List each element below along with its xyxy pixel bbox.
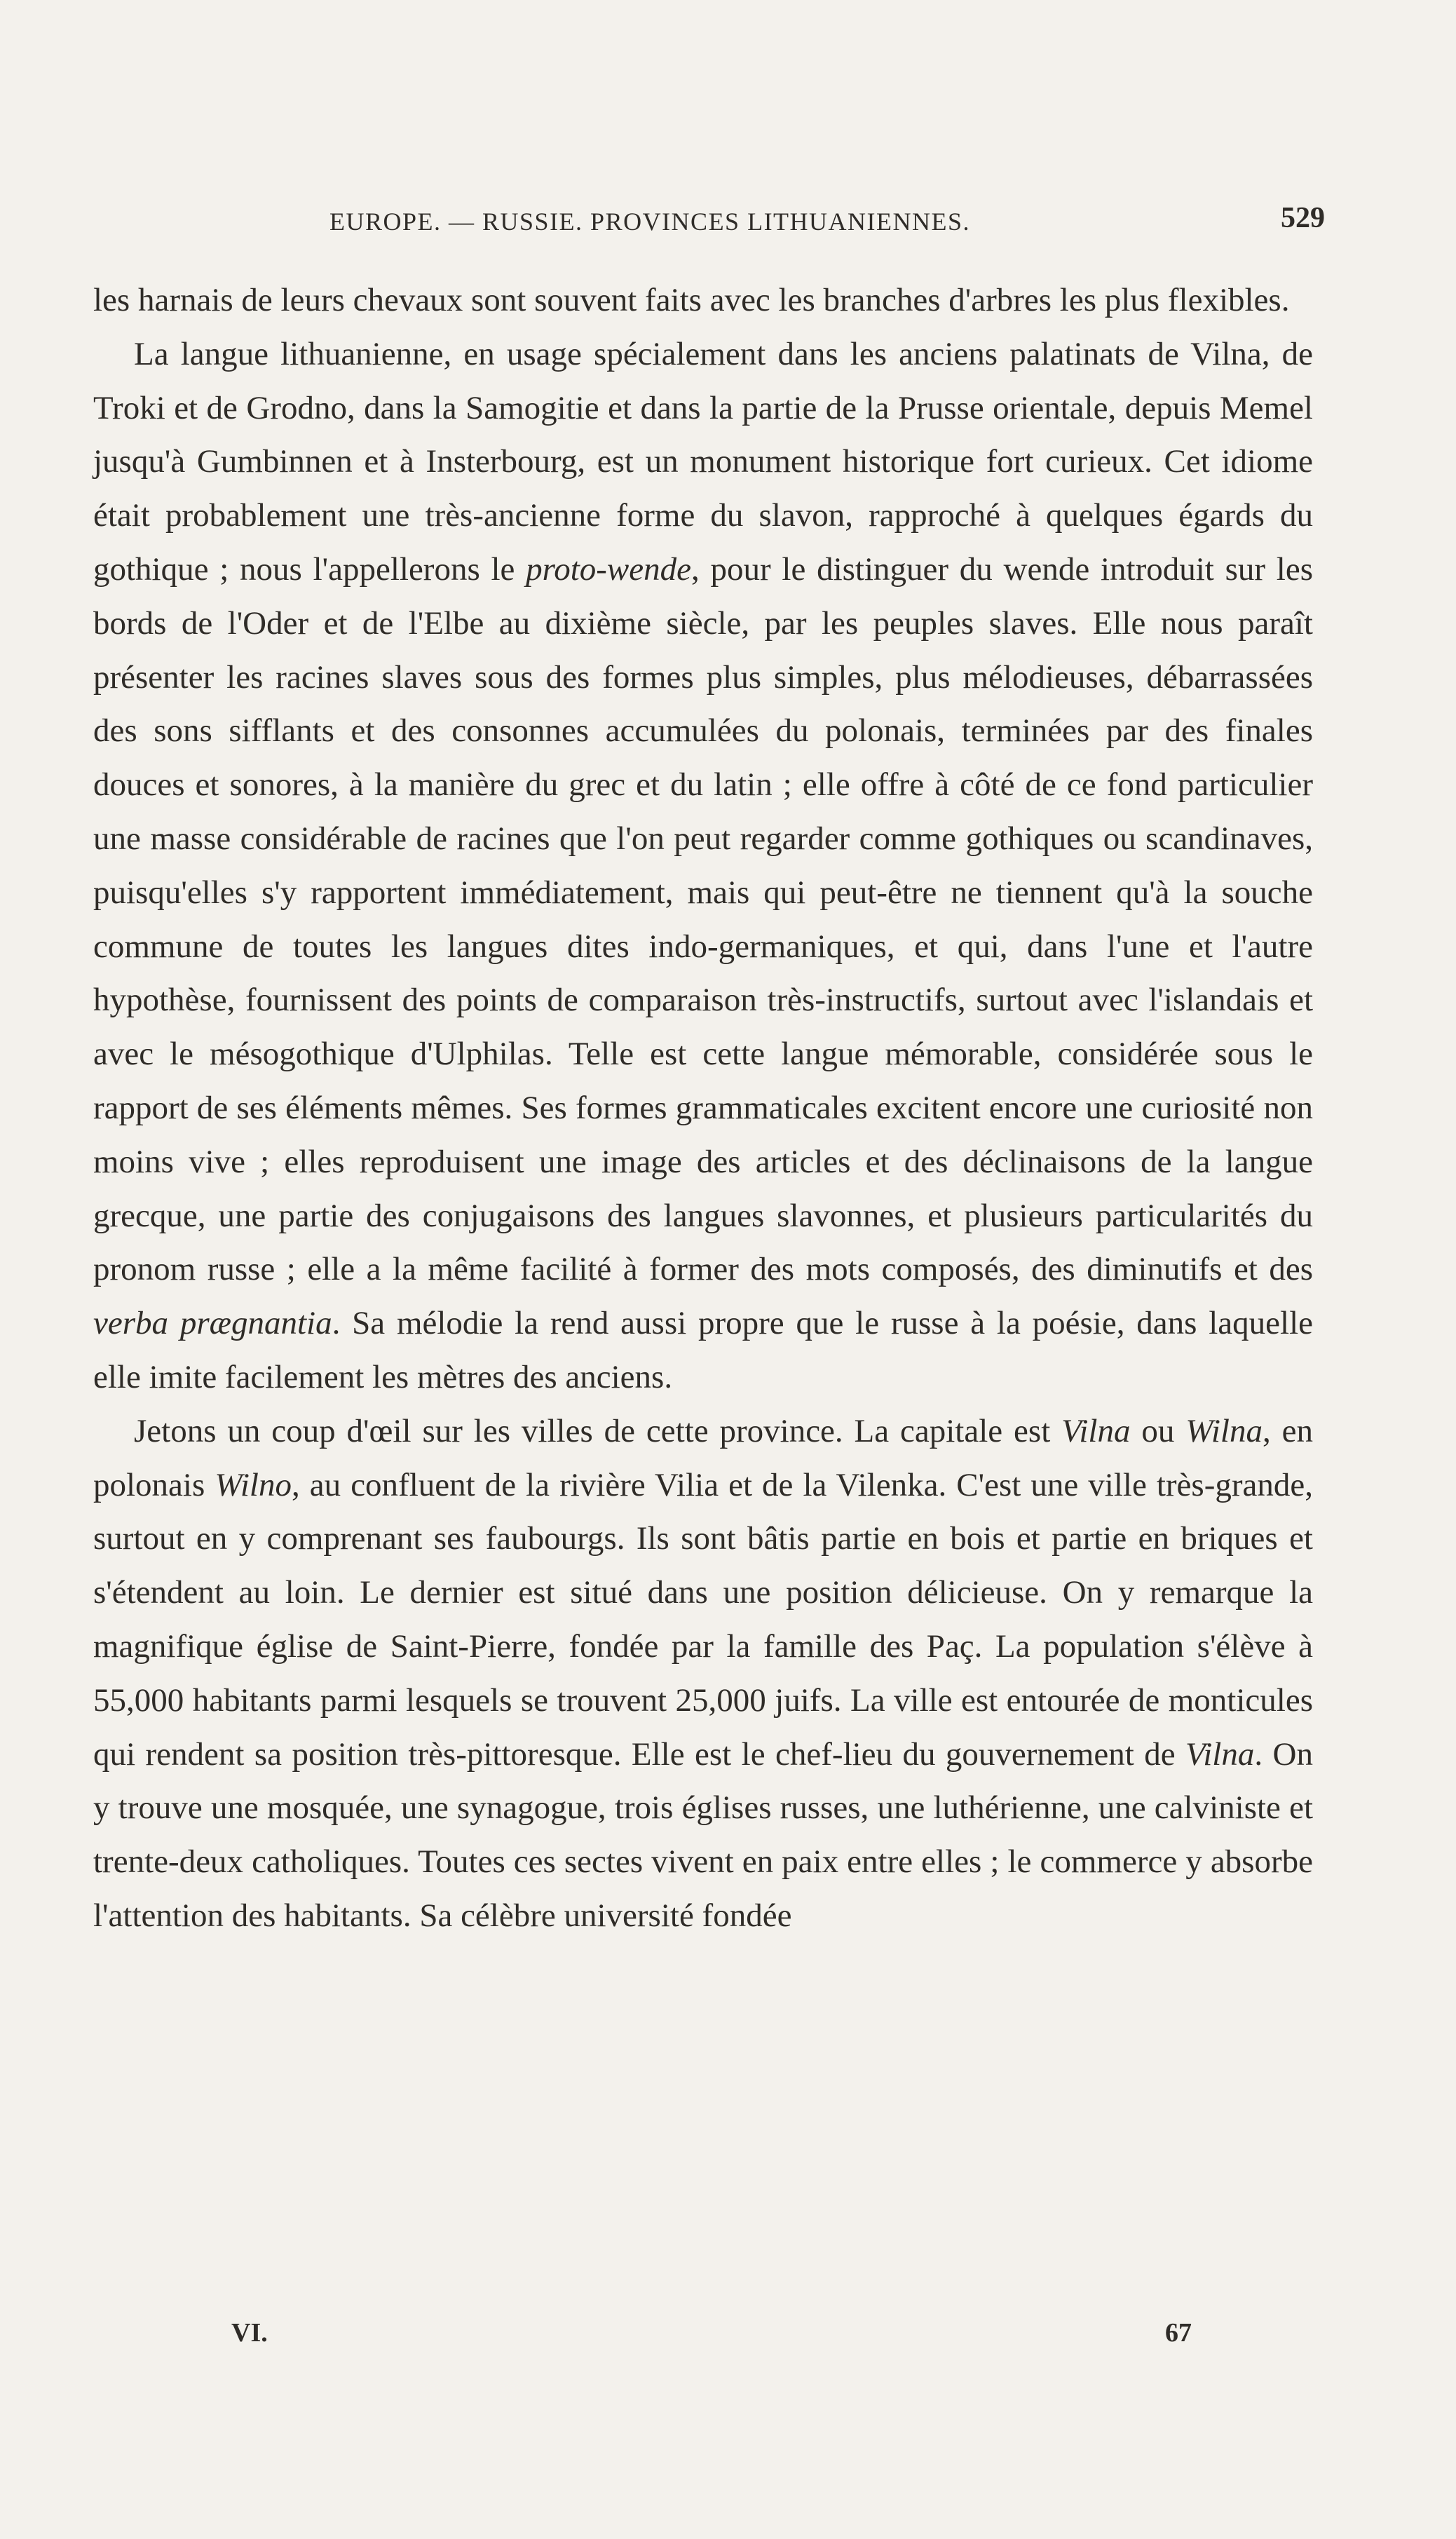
running-head (98, 202, 1332, 249)
body-text (93, 273, 1313, 1943)
italic-term: verba prægnantia (93, 1305, 332, 1342)
signature-mark: VI. (231, 2318, 268, 2348)
paragraph (93, 1404, 1313, 1943)
text-run: , au confluent de la rivière Vilia et de la Vilenka. C'est une ville très-grande, surtout en y comprenant ses faubourgs. Ils sont bâtis partie en bois et partie en briques et s'étendent au loin. Le dernier est situé dans une position délicieuse. On y remarque la magnifique église de Saint-Pierre, fondée par la famille des Paç. La population s'élève à 55,000 habitants parmi lesquels se trouvent 25,000 juifs. La ville est entourée de monticules qui rendent sa position très-pittoresque. Elle est le chef-lieu du gouvernement de (93, 1466, 1313, 1773)
italic-term: Vilna (1185, 1735, 1255, 1773)
page-footer (224, 2317, 1192, 2359)
italic-term: proto-wende (526, 550, 691, 588)
text-run: . Sa mélodie la rend aussi propre que le russe à la poésie, dans laquelle elle imite facilement les mètres des anciens. (93, 1305, 1313, 1395)
text-run: , pour le distinguer du wende introduit sur les bords de l'Oder et de l'Elbe au dixième siècle, par les peuples slaves. Elle nous paraît présenter les racines slaves sous des formes plus simples, plus mélodieuses, débarrassées des sons sifflants et des consonnes accumulées du polonais, terminées par des finales douces et sonores, à la manière du grec et du latin ; elle offre à côté de ce fond particulier une masse considérable de racines que l'on peut regarder comme gothiques ou scandinaves, puisqu'elles s'y rapportent immédiatement, mais qui peut-être ne tiennent qu'à la souche commune de toutes les langues dites indo-germaniques, et qui, dans l'une et l'autre hypothèse, fournissent des points de comparaison très-instructifs, surtout avec l'islandais et avec le mésogothique d'Ulphilas. Telle est cette langue mémorable, considérée sous le rapport de ses éléments mêmes. Ses formes grammaticales excitent encore une curiosité non moins vive ; elles reproduisent une image des articles et des déclinaisons de la langue grecque, une partie des conjugaisons des langues slavonnes, et plusieurs particularités du pronom russe ; elle a la même facilité à former des mots composés, des diminutifs et des (93, 550, 1313, 1288)
text-run: La langue lithuanienne, en usage spécialement dans les anciens palatinats de Vilna, de Troki et de Grodno, dans la Samogitie et dans la partie de la Prusse orientale, depuis Memel jusqu'à Gumbinnen et à Insterbourg, est un monument historique fort curieux. Cet idiome était probablement une très-ancienne forme du slavon, rapproché à quelques égards du gothique ; nous l'appellerons le (93, 335, 1313, 588)
page-number: 529 (1281, 202, 1325, 234)
italic-term: Wilno (215, 1466, 292, 1503)
running-title: EUROPE. — RUSSIE. PROVINCES LITHUANIENNES. (329, 208, 971, 236)
italic-term: Vilna (1061, 1412, 1131, 1449)
paragraph (93, 273, 1313, 327)
text-run: ou (1130, 1412, 1186, 1449)
italic-term: Wilna (1185, 1412, 1263, 1449)
text-run: . On y trouve une mosquée, une synagogue, trois églises russes, une luthérienne, une calviniste et trente-deux catholiques. Toutes ces sectes vivent en paix entre elles ; le commerce y absorbe l'attention des habitants. Sa célèbre université fondée (93, 1735, 1313, 1934)
paragraph (93, 327, 1313, 1404)
sheet-number: 67 (1165, 2318, 1192, 2348)
text-run: les harnais de leurs chevaux sont souvent faits avec les branches d'arbres les plus flexibles. (93, 282, 1290, 318)
text-run: , en polonais (93, 1412, 1313, 1503)
text-run: Jetons un coup d'œil sur les villes de cette province. La capitale est (134, 1412, 1062, 1449)
